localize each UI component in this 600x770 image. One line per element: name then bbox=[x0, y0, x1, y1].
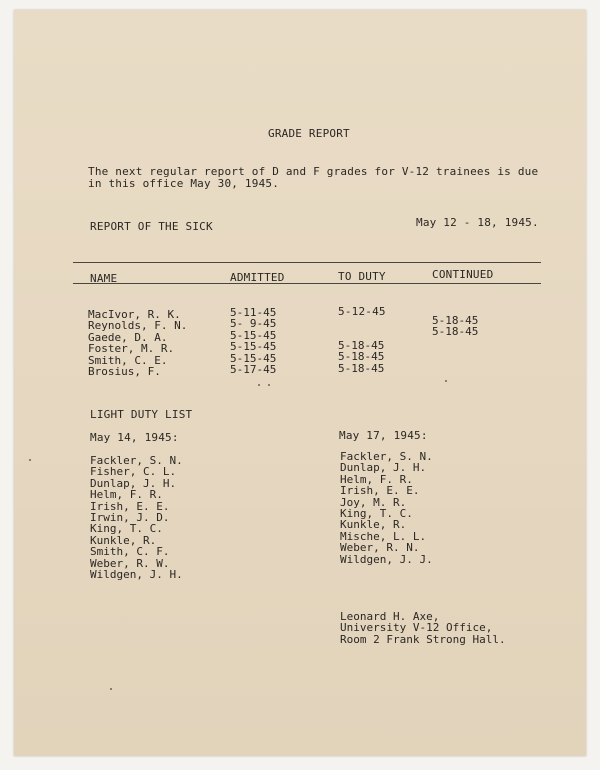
list-item: King, T. C. bbox=[340, 507, 413, 521]
column-header-name: NAME bbox=[90, 272, 118, 285]
list-item: Brosius, F. bbox=[88, 365, 161, 379]
to-duty-column bbox=[338, 340, 384, 374]
list-item: MacIvor, R. K. bbox=[88, 308, 181, 321]
list-item: Irwin, J. D. bbox=[90, 511, 170, 525]
continued-column bbox=[432, 315, 478, 338]
list-item: 5- 9-45 bbox=[230, 317, 277, 331]
light-duty-left-date: May 14, 1945: bbox=[90, 431, 179, 444]
list-item: Joy, M. R. bbox=[340, 495, 407, 509]
list-item: Helm, F. R. bbox=[340, 472, 413, 486]
list-item: King, T. C. bbox=[90, 522, 163, 536]
signature-office: University V-12 Office, bbox=[340, 621, 493, 635]
notice-line-2: in this office May 30, 1945. bbox=[88, 177, 280, 190]
signature-block bbox=[340, 611, 506, 645]
list-item: Dunlap, J. H. bbox=[90, 476, 177, 490]
column-header-to-duty: TO DUTY bbox=[338, 270, 386, 283]
list-item: Helm, F. R. bbox=[90, 488, 163, 502]
column-header-admitted: ADMITTED bbox=[230, 271, 285, 284]
list-item: Weber, R. N. bbox=[340, 541, 420, 555]
light-duty-right-list bbox=[340, 451, 433, 565]
list-item: Weber, R. W. bbox=[90, 556, 170, 570]
list-item: 5-11-45 bbox=[230, 306, 277, 319]
header-rule-top bbox=[73, 262, 541, 263]
signature-name: Leonard H. Axe, bbox=[340, 610, 440, 623]
light-duty-heading: LIGHT DUTY LIST bbox=[90, 408, 193, 421]
page-title: GRADE REPORT bbox=[268, 127, 350, 140]
list-item: Kunkle, R. bbox=[90, 533, 157, 547]
paper-speck bbox=[268, 384, 270, 386]
list-item: 5-18-45 bbox=[338, 350, 385, 364]
light-duty-left-list bbox=[90, 455, 183, 580]
list-item: 5-18-45 bbox=[338, 339, 385, 352]
list-item: 5-18-45 bbox=[338, 361, 385, 375]
to-duty-entry: 5-12-45 bbox=[338, 305, 386, 318]
signature-room: Room 2 Frank Strong Hall. bbox=[340, 632, 506, 646]
list-item: Gaede, D. A. bbox=[88, 330, 168, 344]
list-item: Mische, L. L. bbox=[340, 529, 427, 543]
list-item: Smith, C. E. bbox=[88, 353, 168, 367]
list-item: Wildgen, J. H. bbox=[90, 568, 183, 582]
paper-speck bbox=[110, 688, 112, 690]
list-item: 5-15-45 bbox=[230, 328, 277, 342]
list-item: 5-17-45 bbox=[230, 363, 277, 377]
list-item: 5-15-45 bbox=[230, 340, 277, 354]
list-item: Fisher, C. L. bbox=[90, 465, 177, 479]
light-duty-right-date: May 17, 1945: bbox=[339, 429, 428, 442]
notice-line-1: The next regular report of D and F grades for V-12 trainees is due bbox=[88, 165, 539, 178]
sick-report-date-range: May 12 - 18, 1945. bbox=[416, 216, 539, 229]
header-rule-bottom bbox=[73, 283, 541, 284]
paper-speck bbox=[445, 380, 447, 382]
list-item: Wildgen, J. J. bbox=[340, 552, 433, 566]
paper-speck bbox=[258, 384, 260, 386]
list-item: Fackler, S. N. bbox=[340, 450, 433, 463]
list-item: 5-18-45 bbox=[432, 325, 479, 339]
sick-names-column bbox=[88, 309, 187, 377]
list-item: 5-18-45 bbox=[432, 314, 479, 327]
paper-speck bbox=[29, 459, 31, 461]
list-item: Irish, E. E. bbox=[90, 499, 170, 513]
admitted-column bbox=[230, 307, 276, 375]
list-item: Foster, M. R. bbox=[88, 342, 175, 356]
list-item: Irish, E. E. bbox=[340, 484, 420, 498]
list-item: Fackler, S. N. bbox=[90, 454, 183, 467]
list-item: Smith, C. F. bbox=[90, 545, 170, 559]
list-item: Reynolds, F. N. bbox=[88, 319, 188, 333]
sick-report-heading: REPORT OF THE SICK bbox=[90, 220, 213, 233]
list-item: Dunlap, J. H. bbox=[340, 461, 427, 475]
list-item: Kunkle, R. bbox=[340, 518, 407, 532]
list-item: 5-15-45 bbox=[230, 351, 277, 365]
column-header-continued: CONTINUED bbox=[432, 268, 494, 281]
